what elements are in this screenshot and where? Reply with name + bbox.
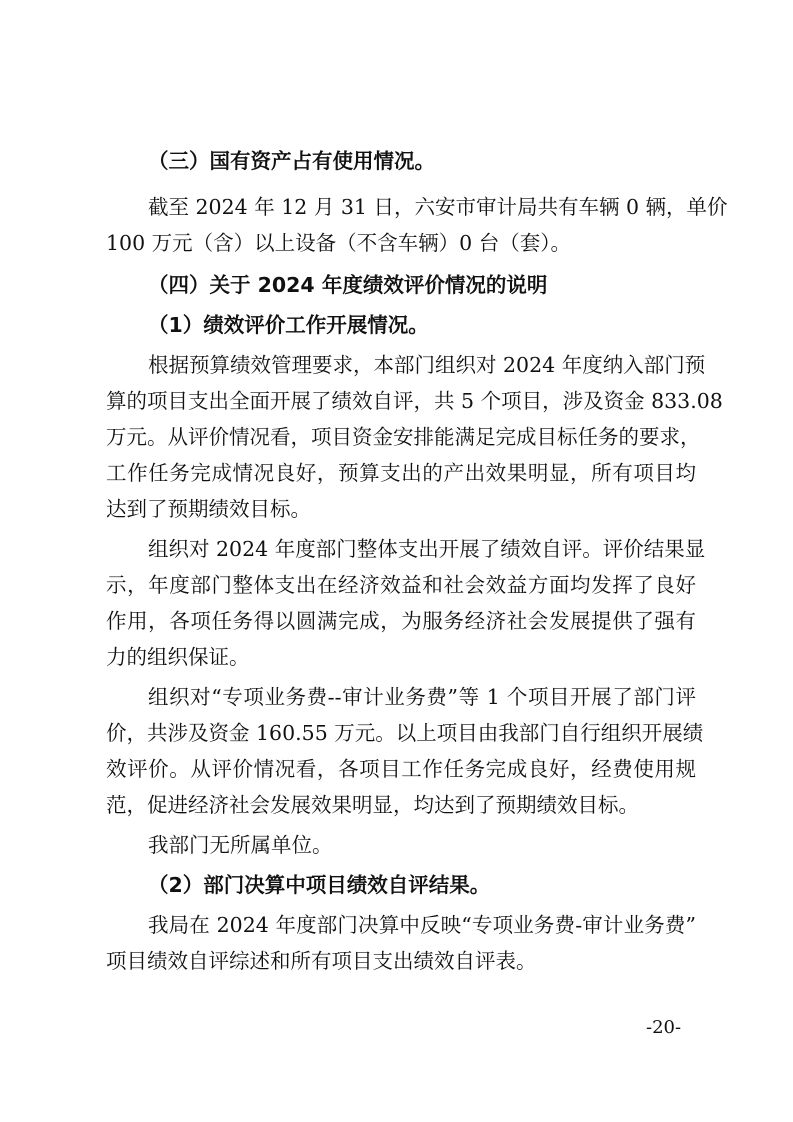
paragraph-line: 我局在 2024 年度部门决算中反映“专项业务费-审计业务费” [148, 913, 696, 937]
section-four-heading: （四）关于 2024 年度绩效评价情况的说明 [148, 273, 548, 297]
paragraph-line: 组织对“专项业务费--审计业务费”等 1 个项目开展了部门评 [148, 685, 696, 709]
paragraph-line: 示，年度部门整体支出在经济效益和社会效益方面均发挥了良好 [106, 573, 696, 597]
paragraph-line: 组织对 2024 年度部门整体支出开展了绩效自评。评价结果显 [148, 537, 706, 561]
paragraph-line: 力的组织保证。 [106, 645, 250, 669]
paragraph-line: 截至 2024 年 12 月 31 日，六安市审计局共有车辆 0 辆，单价 [148, 195, 728, 219]
page-number: -20- [646, 1017, 682, 1038]
paragraph-line: 算的项目支出全面开展了绩效自评，共 5 个项目，涉及资金 833.08 [106, 389, 723, 413]
paragraph-line: 范，促进经济社会发展效果明显，均达到了预期绩效目标。 [106, 793, 639, 817]
subsection-2-heading: （2）部门决算中项目绩效自评结果。 [148, 873, 491, 897]
paragraph-line: 作用，各项任务得以圆满完成，为服务经济社会发展提供了强有 [106, 609, 696, 633]
paragraph-line: 达到了预期绩效目标。 [106, 497, 311, 521]
paragraph-line: 100 万元（含）以上设备（不含车辆）0 台（套）。 [106, 231, 571, 255]
subsection-1-heading: （1）绩效评价工作开展情况。 [148, 313, 429, 337]
paragraph-line: 根据预算绩效管理要求，本部门组织对 2024 年度纳入部门预 [148, 353, 706, 377]
paragraph-line: 万元。从评价情况看，项目资金安排能满足完成目标任务的要求， [106, 425, 701, 449]
paragraph-line: 我部门无所属单位。 [148, 833, 333, 857]
paragraph-line: 效评价。从评价情况看，各项目工作任务完成良好，经费使用规 [106, 757, 696, 781]
section-three-heading: （三）国有资产占有使用情况。 [148, 149, 435, 173]
paragraph-line: 工作任务完成情况良好，预算支出的产出效果明显，所有项目均 [106, 461, 696, 485]
paragraph-line: 项目绩效自评综述和所有项目支出绩效自评表。 [106, 949, 537, 973]
paragraph-line: 价，共涉及资金 160.55 万元。以上项目由我部门自行组织开展绩 [106, 721, 704, 745]
